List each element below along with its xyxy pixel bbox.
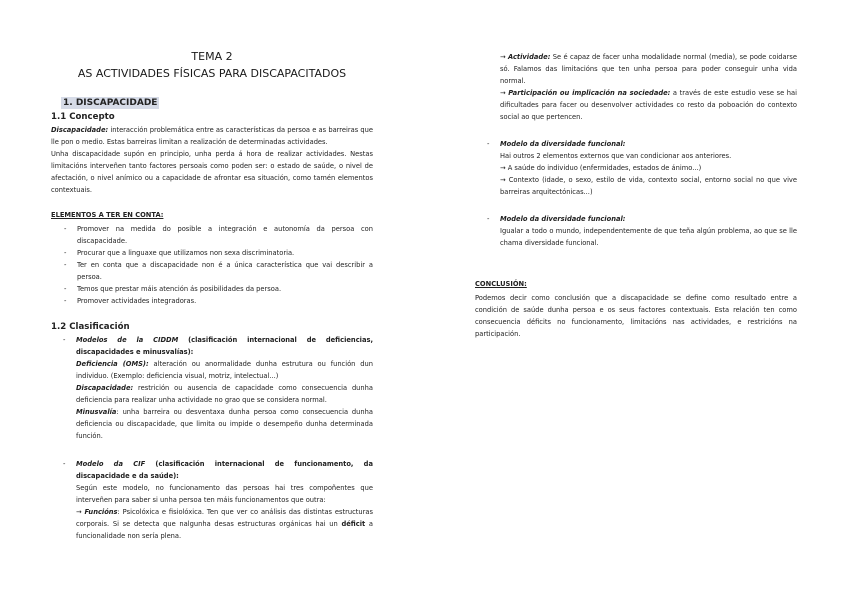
ciddm-block <box>63 334 373 442</box>
diversidade-line: → A saúde do individuo (enfermidades, estados de ánimo...) <box>500 164 702 172</box>
section-number: 1. <box>63 98 73 108</box>
diversidade-line: Hai outros 2 elementos externos que van condicionar aos anteriores. <box>500 152 732 160</box>
diversidade-text: Igualar a todo o mundo, independentemente de que teña algún problema, ao que se lle chama diversidade funcional. <box>500 227 797 247</box>
elements-heading: ELEMENTOS A TER EN CONTA: <box>51 211 164 219</box>
cif-heading <box>76 458 373 482</box>
cif-title-rest: (clasificación internacional de funcionamento, da discapacidade e da saúde): <box>76 460 373 480</box>
bullet-dash: - <box>487 215 490 223</box>
diversidade-title: Modelo da diversidade funcional: <box>500 215 626 223</box>
participacion-paragraph <box>500 87 797 123</box>
section-heading <box>61 97 159 109</box>
funcions-tail: a funcionalidade non sería plena. <box>76 520 373 540</box>
cif-block <box>63 458 373 542</box>
minusvalia-paragraph <box>76 406 373 442</box>
intro-paragraph: Unha discapacidade supón en principio, unha perda á hora de realizar actividades. Nestas limitacións interveñen tanto factores persoais como poden ser: o estado de saúde, o nivel de afectación, o nivel anímico ou a capacidade de afrontar esa situación, como tamén elementos contextuais. <box>51 150 373 194</box>
funcions-term: Funcións <box>84 508 118 516</box>
minusvalia-text: : unha barreira ou desventaxa dunha persoa como consecuencia dunha deficiencia ou discapacidade, que limita ou impide o desempeño dunha determinada función. <box>76 408 373 440</box>
discapacidade-term: Discapacidade: <box>76 384 134 392</box>
list-item: - Promover na medida do posible a integración e autonomía da persoa con discapacidade. <box>51 223 373 247</box>
elements-list <box>51 223 373 307</box>
cif-title: Modelo da CIF <box>76 460 146 468</box>
definition-term: Discapacidade: <box>51 126 109 134</box>
diversidade-block-1 <box>487 138 797 198</box>
list-item: - Procurar que a linguaxe que utilizamos non sexa discriminatoria. <box>51 247 373 259</box>
participacion-term: Participación ou implicación na sociedade: <box>508 89 671 97</box>
actividade-term: Actividade: <box>508 53 551 61</box>
diversidade-title: Modelo da diversidade funcional: <box>500 140 626 148</box>
subheading-concepto: 1.1 Concepto <box>51 112 115 122</box>
minusvalia-term: Minusvalía <box>76 408 117 416</box>
list-item: - Promover actividades integradoras. <box>51 295 373 307</box>
cif-paragraph: Según este modelo, no funcionamento das persoas hai tres compoñentes que interveñen para saber si unha persoa ten máis funcionamentos que outra: <box>76 484 373 504</box>
arrow-icon: → <box>76 508 85 516</box>
arrow-icon: → <box>500 53 508 61</box>
bullet-dash: - <box>63 460 66 468</box>
bullet-dash: - <box>487 140 490 148</box>
ciddm-heading <box>76 334 373 358</box>
list-item: - Ter en conta que a discapacidade non é a única característica que vai describir a persoa. <box>51 259 373 283</box>
list-item: - Temos que prestar máis atención ás posibilidades da persoa. <box>51 283 373 295</box>
definition-paragraph <box>51 124 373 148</box>
section-title: DISCAPACIDADE <box>75 98 158 108</box>
actividade-paragraph <box>500 51 797 87</box>
ciddm-title: Modelos de la CIDDM <box>76 336 179 344</box>
funcions-bold: déficit <box>341 520 366 528</box>
deficiencia-term: Deficiencia (OMS): <box>76 360 149 368</box>
discapacidade-text: restrición ou ausencia de capacidade como consecuencia dunha deficiencia para realizar unha actividade no grao que se considera normal. <box>76 384 373 404</box>
diversidade-block-2 <box>487 213 797 249</box>
diversidade-line: → Contexto (idade, o sexo, estilo de vida, contexto social, entorno social no que vive barreiras arquitectónicas...) <box>500 176 797 196</box>
funcions-text: : Psicolóxica e fisiolóxica. Ten que ver co análisis das distintas estructuras corporais. Si se detecta que nalgunha desas estructuras orgánicas hai un <box>76 508 373 528</box>
bullet-dash: - <box>63 336 66 344</box>
deficiencia-paragraph <box>76 358 373 382</box>
funcions-paragraph <box>76 506 373 542</box>
document-subtitle: AS ACTIVIDADES FÍSICAS PARA DISCAPACITADOS <box>77 67 347 80</box>
conclusion-heading: CONCLUSIÓN: <box>475 280 527 288</box>
discapacidade-paragraph <box>76 382 373 406</box>
actividade-text: Se é capaz de facer unha modalidade normal (media), se pode coidarse só. Falamos das limitacións que ten unha persoa para poder conseguir unha vida normal. <box>500 53 797 85</box>
definition-text: interacción problemática entre as características da persoa e as barreiras que lle pon o medio. Estas barreiras limitan a realización de determinadas actividades. <box>51 126 373 146</box>
conclusion-paragraph: Podemos decir como conclusión que a discapacidade se define como resultado entre a condición de saúde dunha persoa e os seus factores contextuais. Esta relación ten como consecuencia déficits no funcionamento, limitacións nas actividades, e restricións na participación. <box>475 294 797 338</box>
ciddm-title-rest: (clasificación internacional de deficiencias, discapacidades e minusvalías): <box>76 336 373 356</box>
document-title: TEMA 2 <box>191 50 233 63</box>
deficiencia-text: alteración ou anormalidade dunha estrutura ou función dun individuo. (Exemplo: deficiencia visual, motriz, intelectual...) <box>76 360 373 380</box>
participacion-text: a través de este estudio vese se hai dificultades para facer ou desenvolver actividades co resto da poboación do contexto social ao que pertencen. <box>500 89 797 121</box>
subheading-clasificacion: 1.2 Clasificación <box>51 322 130 332</box>
arrow-icon: → <box>500 89 509 97</box>
